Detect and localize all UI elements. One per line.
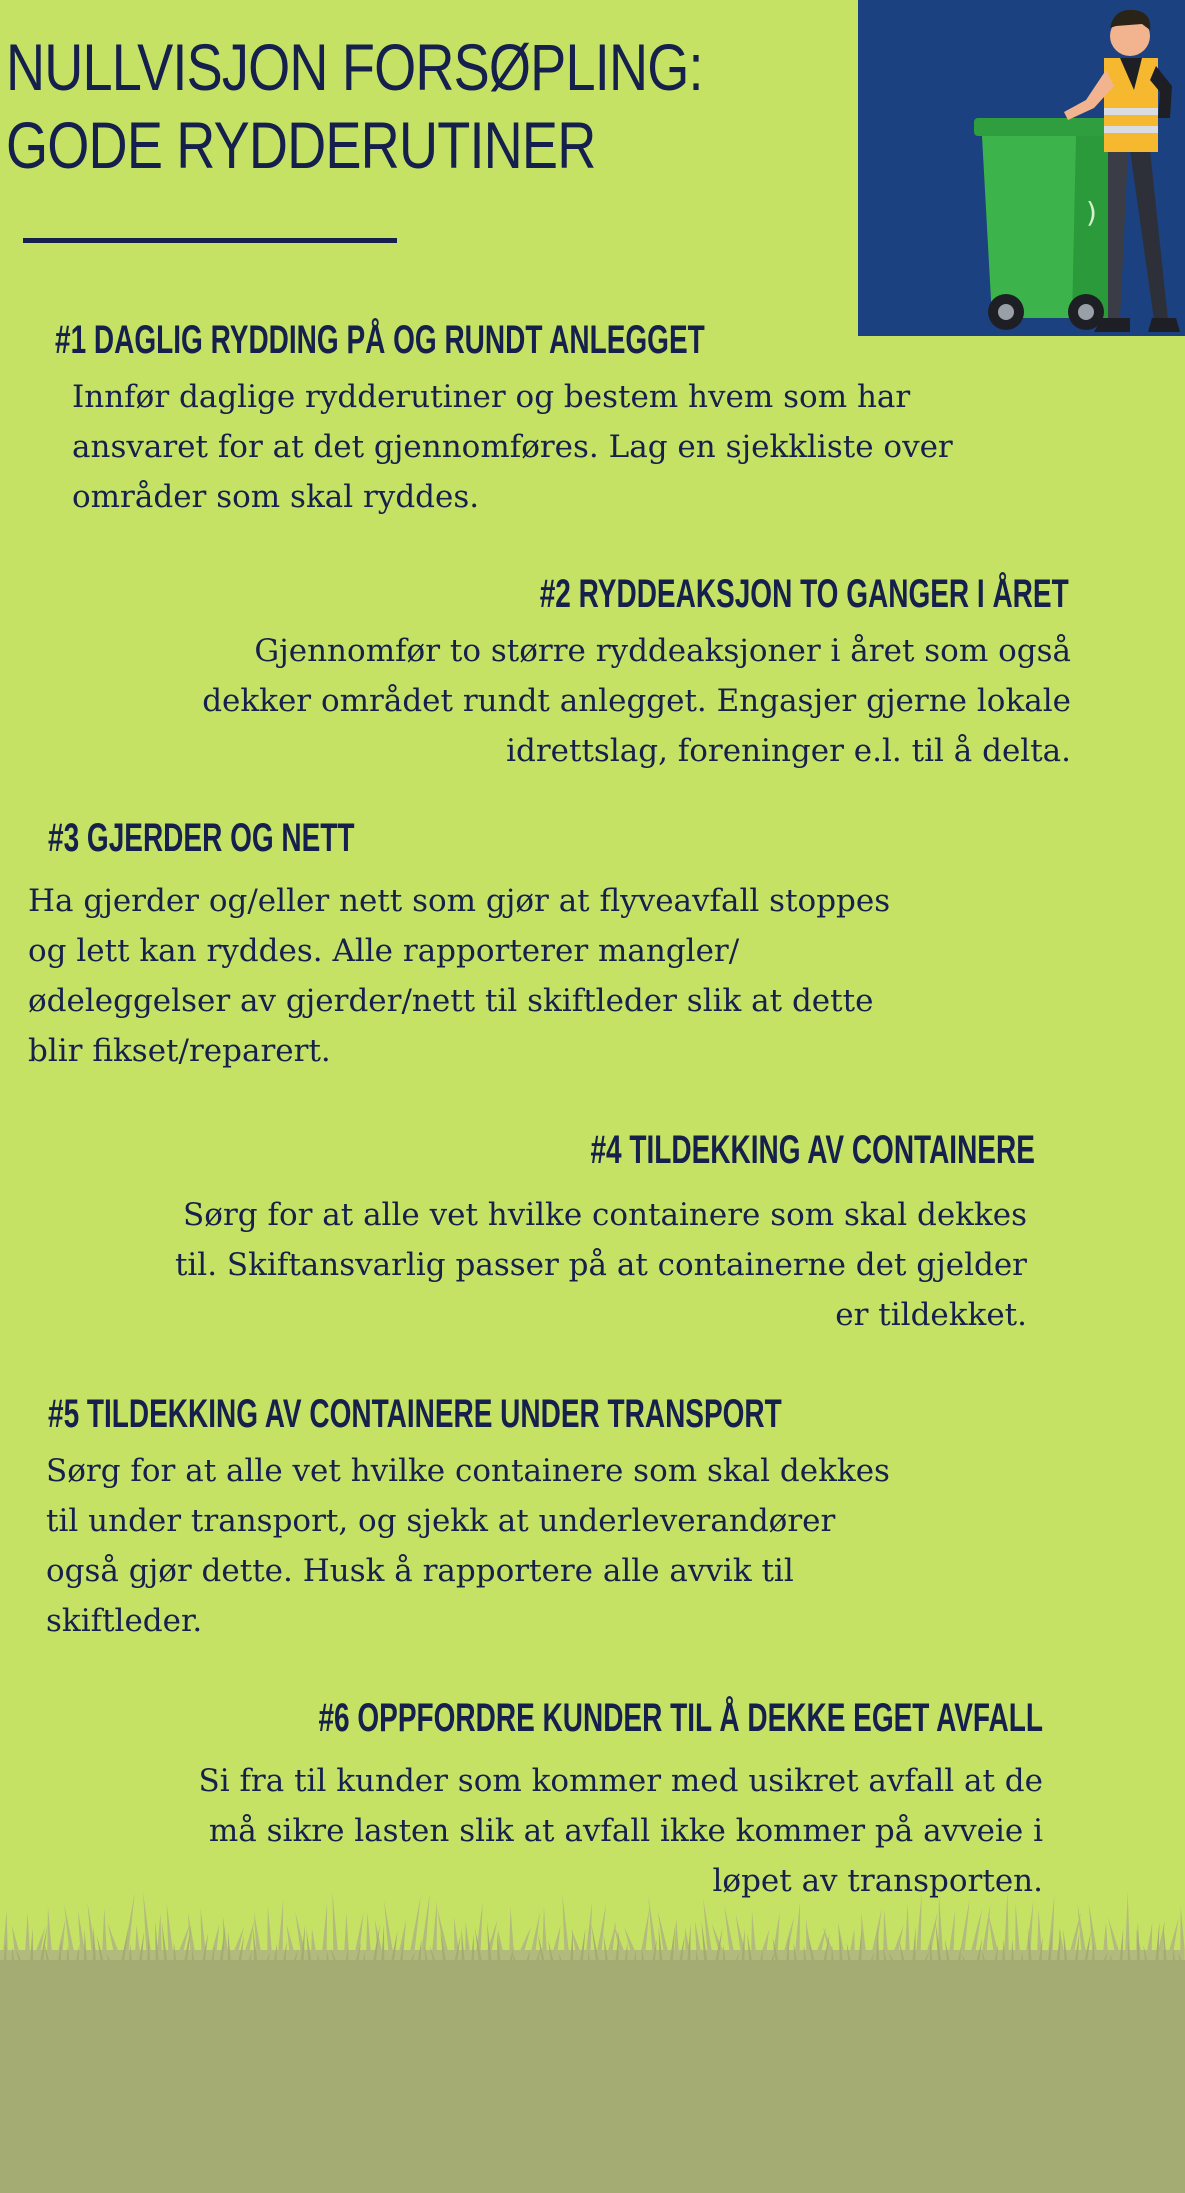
section-3-line-4: blir fikset/reparert.	[28, 1033, 331, 1069]
section-6-line-1: Si fra til kunder som kommer med usikret avfall at de	[198, 1763, 1043, 1799]
page-title	[6, 28, 703, 184]
section-5-body	[46, 1446, 890, 1646]
section-6-line-3: løpet av transporten.	[712, 1863, 1043, 1899]
svg-text:): )	[1086, 196, 1097, 229]
section-3-line-2: og lett kan ryddes. Alle rapporterer mangler/	[28, 933, 740, 969]
waste-bin-worker-icon	[858, 0, 1185, 336]
section-3-line-1: Ha gjerder og/eller nett som gjør at flyveavfall stoppes	[28, 883, 891, 919]
page-title-line-2: GODE RYDDERUTINER	[6, 108, 596, 182]
section-3-title: #3 GJERDER OG NETT	[48, 816, 355, 860]
section-4-line-1: Sørg for at alle vet hvilke containere som skal dekkes	[183, 1197, 1027, 1233]
title-divider	[23, 238, 397, 243]
section-4-line-3: er tildekket.	[835, 1297, 1027, 1333]
section-1-line-3: områder som skal ryddes.	[72, 479, 480, 515]
section-4-body	[175, 1190, 1027, 1340]
section-2-body	[202, 626, 1071, 776]
section-5-title: #5 TILDEKKING AV CONTAINERE UNDER TRANSPORT	[48, 1392, 782, 1436]
section-1-line-1: Innfør daglige rydderutiner og bestem hvem som har	[72, 379, 911, 415]
section-3-body	[28, 876, 890, 1076]
section-6-line-2: må sikre lasten slik at avfall ikke kommer på avveie i	[208, 1813, 1043, 1849]
section-6-body	[198, 1756, 1043, 1906]
section-2-line-3: idrettslag, foreninger e.l. til å delta.	[506, 733, 1071, 769]
section-1-line-2: ansvaret for at det gjennomføres. Lag en sjekkliste over	[72, 429, 953, 465]
section-4-line-2: til. Skiftansvarlig passer på at containerne det gjelder	[174, 1247, 1027, 1283]
section-5-line-3: også gjør dette. Husk å rapportere alle avvik til	[46, 1553, 794, 1589]
section-1-title: #1 DAGLIG RYDDING PÅ OG RUNDT ANLEGGET	[55, 318, 705, 362]
section-2-line-1: Gjennomfør to større ryddeaksjoner i året som også	[254, 633, 1071, 669]
section-6-title: #6 OPPFORDRE KUNDER TIL Å DEKKE EGET AVFALL	[318, 1696, 1043, 1740]
section-5-line-2: til under transport, og sjekk at underleverandører	[46, 1503, 836, 1539]
section-5-line-4: skiftleder.	[46, 1603, 203, 1639]
grass-footer	[0, 1890, 1185, 2193]
page-title-line-1: NULLVISJON FORSØPLING:	[6, 30, 703, 104]
section-4-title: #4 TILDEKKING AV CONTAINERE	[590, 1128, 1035, 1172]
section-2-line-2: dekker området rundt anlegget. Engasjer gjerne lokale	[202, 683, 1071, 719]
section-3-line-3: ødeleggelser av gjerder/nett til skiftleder slik at dette	[28, 983, 874, 1019]
section-2-title: #2 RYDDEAKSJON TO GANGER I ÅRET	[540, 572, 1069, 616]
section-1-body	[72, 372, 953, 522]
section-5-line-1: Sørg for at alle vet hvilke containere som skal dekkes	[46, 1453, 890, 1489]
